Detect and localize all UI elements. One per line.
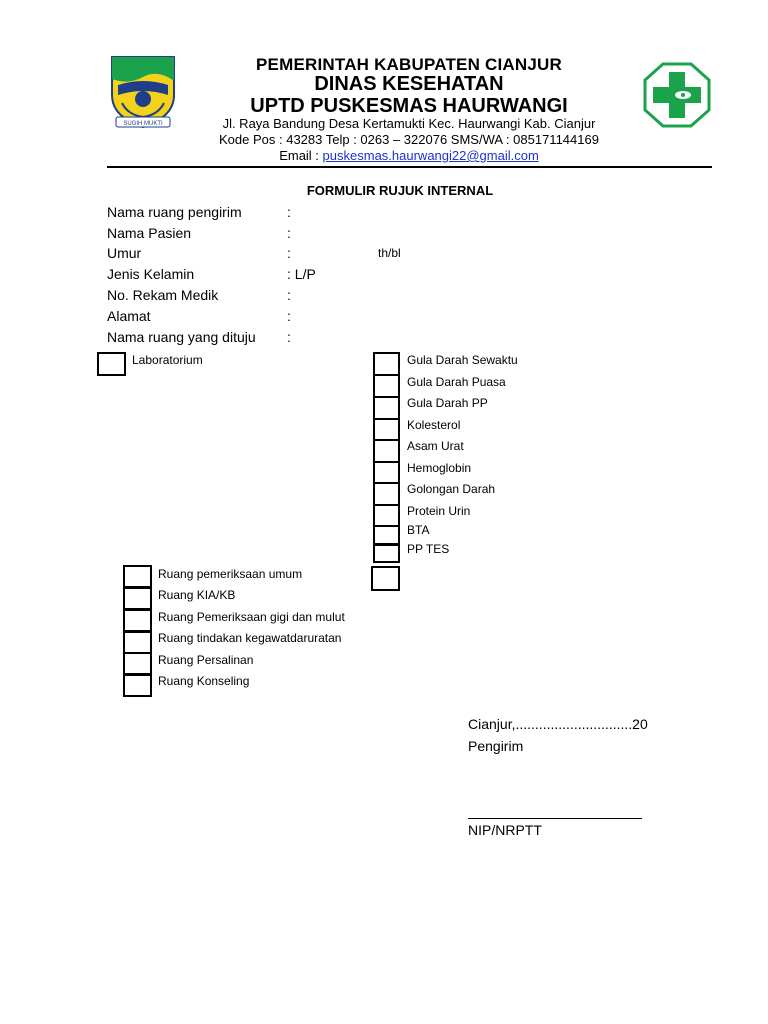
field-label-ruang-pengirim: Nama ruang pengirim: [107, 204, 242, 220]
email-link[interactable]: puskesmas.haurwangi22@gmail.com: [322, 148, 539, 163]
field-label-umur: Umur: [107, 245, 142, 261]
lab-test-label: BTA: [407, 523, 430, 537]
field-label-ruang-dituju: Nama ruang yang dituju: [107, 329, 256, 345]
svg-text:SUGIH MUKTI: SUGIH MUKTI: [123, 121, 163, 127]
lab-test-label: Gula Darah Puasa: [407, 375, 506, 389]
lab-test-checkbox[interactable]: [373, 482, 400, 506]
lab-test-label: Asam Urat: [407, 439, 464, 453]
laboratorium-label: Laboratorium: [132, 353, 203, 367]
email-label: Email :: [279, 148, 319, 163]
field-sep-rekam-medik: :: [287, 287, 291, 303]
lab-test-checkbox[interactable]: [373, 396, 400, 420]
lab-test-label: Kolesterol: [407, 418, 461, 432]
room-checkbox[interactable]: [123, 587, 152, 610]
laboratorium-checkbox[interactable]: [97, 352, 126, 376]
room-label: Ruang Persalinan: [158, 653, 254, 667]
field-label-alamat: Alamat: [107, 308, 151, 324]
email-line: [0, 148, 768, 163]
room-label: Ruang KIA/KB: [158, 588, 236, 602]
signature-line: [468, 818, 642, 819]
lab-test-label: Protein Urin: [407, 504, 471, 518]
header-divider: [107, 166, 712, 168]
field-sep-jenis-kelamin: : L/P: [287, 266, 316, 282]
room-checkbox[interactable]: [123, 631, 152, 654]
header-line-3: UPTD PUSKESMAS HAURWANGI: [250, 95, 568, 117]
address-line: Jl. Raya Bandung Desa Kertamukti Kec. Haurwangi Kab. Cianjur: [222, 116, 596, 131]
field-sep-nama-pasien: :: [287, 225, 291, 241]
room-label: Ruang tindakan kegawatdaruratan: [158, 631, 342, 645]
room-label: Ruang Konseling: [158, 674, 250, 688]
signature-sender: Pengirim: [468, 738, 524, 754]
room-checkbox[interactable]: [123, 652, 152, 675]
signature-place-date: Cianjur,..............................20: [468, 716, 648, 732]
contact-line: Kode Pos : 43283 Telp : 0263 – 322076 SMS/WA : 085171144169: [219, 132, 599, 147]
field-sep-ruang-dituju: :: [287, 329, 291, 345]
field-label-nama-pasien: Nama Pasien: [107, 225, 192, 241]
lab-test-label: PP TES: [407, 542, 450, 556]
header-line-1: PEMERINTAH KABUPATEN CIANJUR: [256, 55, 562, 74]
room-checkbox[interactable]: [123, 674, 152, 697]
lab-test-label: Hemoglobin: [407, 461, 472, 475]
lab-test-checkbox[interactable]: [373, 352, 400, 376]
form-title: FORMULIR RUJUK INTERNAL: [306, 183, 494, 198]
lab-test-label: Golongan Darah: [407, 482, 496, 496]
room-checkbox[interactable]: [123, 565, 152, 588]
extra-checkbox[interactable]: [371, 566, 400, 591]
lab-test-label: Gula Darah Sewaktu: [407, 353, 518, 367]
signature-nip: NIP/NRPTT: [468, 822, 542, 838]
lab-test-checkbox[interactable]: [373, 525, 400, 545]
room-checkbox[interactable]: [123, 609, 152, 632]
field-sep-ruang-pengirim: :: [287, 204, 291, 220]
field-label-jenis-kelamin: Jenis Kelamin: [107, 266, 195, 282]
field-unit-umur: th/bl: [378, 246, 401, 260]
header-line-2: DINAS KESEHATAN: [314, 73, 504, 95]
room-label: Ruang pemeriksaan umum: [158, 567, 303, 581]
room-label: Ruang Pemeriksaan gigi dan mulut: [158, 610, 345, 624]
field-sep-alamat: :: [287, 308, 291, 324]
lab-test-checkbox[interactable]: [373, 544, 400, 563]
field-label-rekam-medik: No. Rekam Medik: [107, 287, 219, 303]
lab-test-label: Gula Darah PP: [407, 396, 488, 410]
lab-test-checkbox[interactable]: [373, 439, 400, 463]
field-sep-umur: :: [287, 245, 291, 261]
lab-test-checkbox[interactable]: [373, 374, 400, 398]
